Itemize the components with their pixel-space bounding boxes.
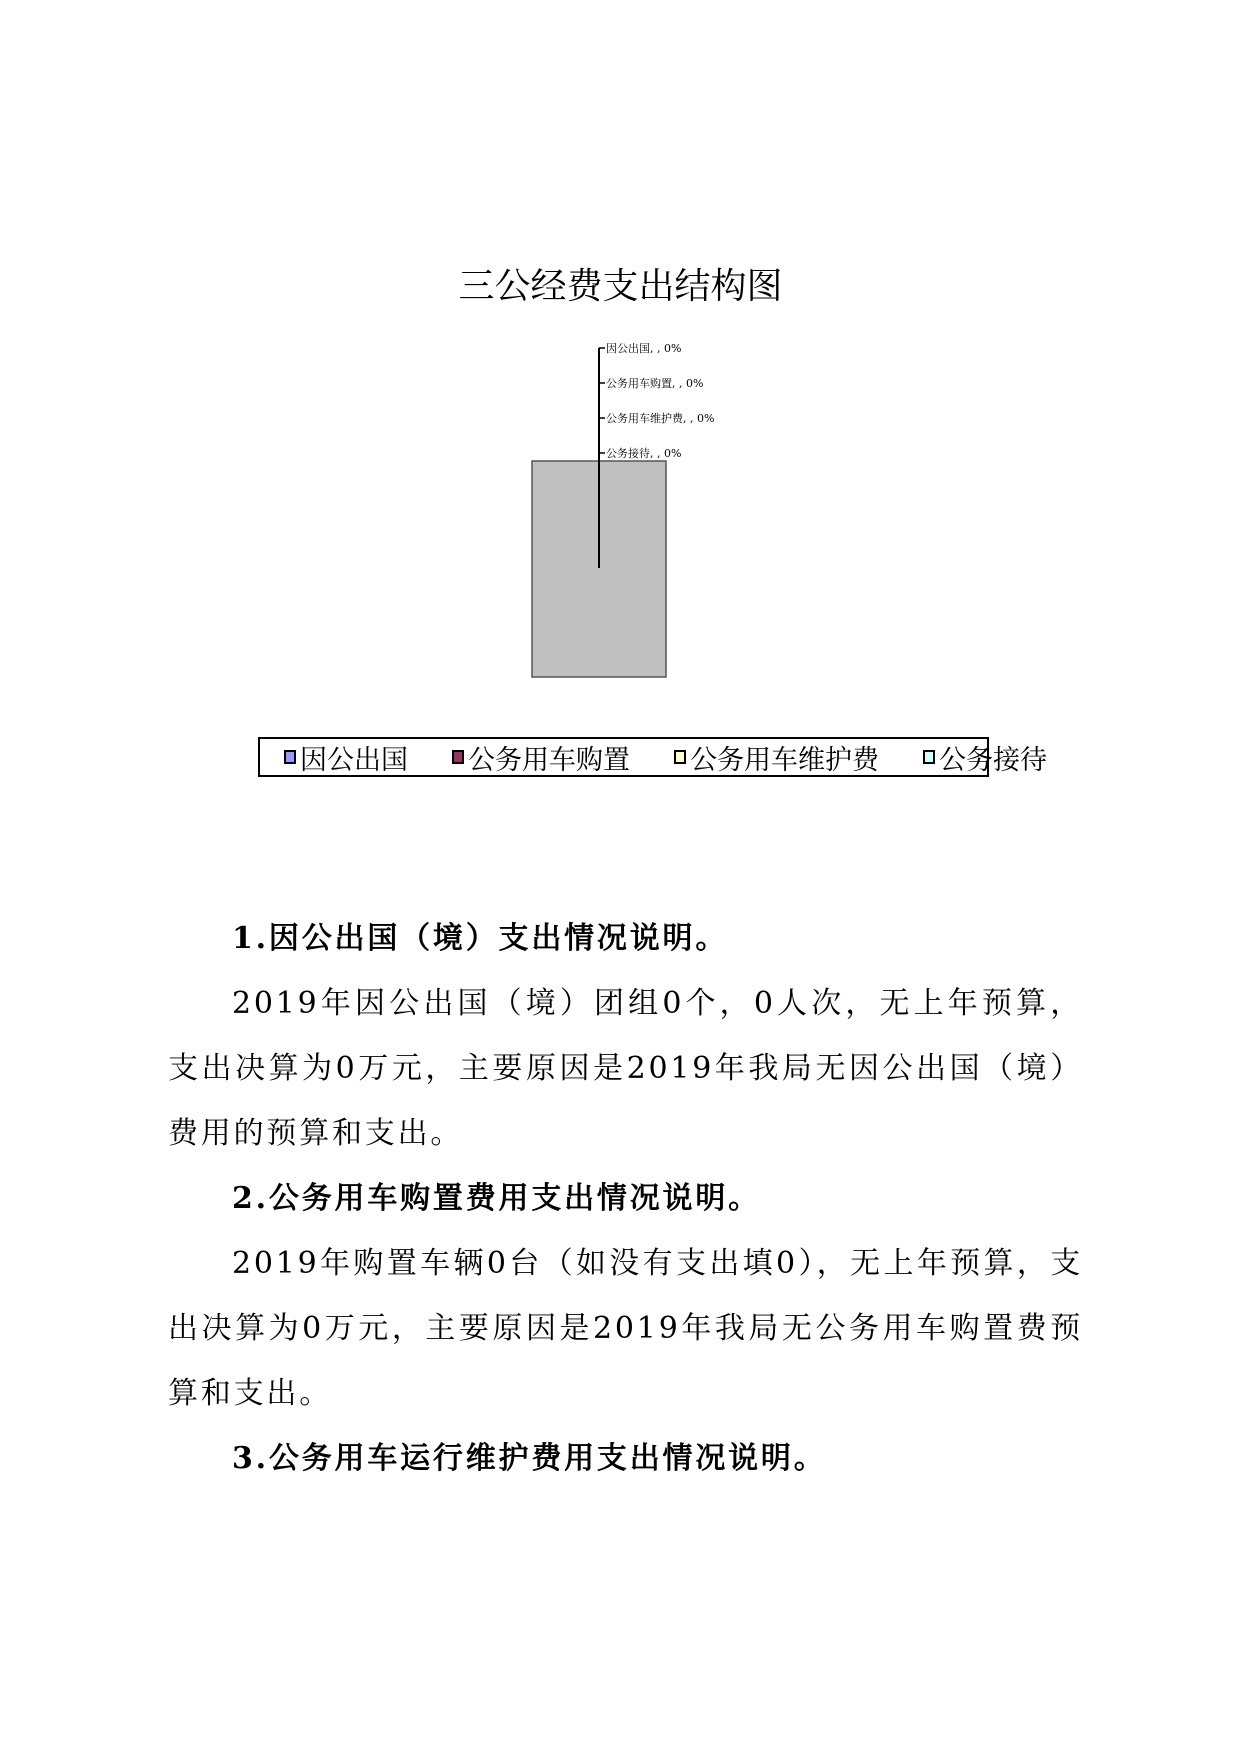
data-labels <box>599 341 714 460</box>
section-heading: 3.公务用车运行维护费用支出情况说明。 <box>232 1441 827 1476</box>
legend-label: 公务用车购置 <box>468 744 630 776</box>
data-label: 因公出国, , 0% <box>606 342 682 355</box>
legend-item <box>284 738 408 777</box>
document-body <box>168 906 1083 1491</box>
legend-label: 公务接待 <box>939 744 1047 776</box>
pie-chart <box>0 330 1241 690</box>
legend-swatch <box>284 750 296 764</box>
legend-swatch <box>674 750 686 764</box>
legend-item <box>674 738 879 777</box>
legend-label: 公务用车维护费 <box>690 744 879 776</box>
section-paragraph: 2019年购置车辆0台（如没有支出填0），无上年预算，支出决算为0万元，主要原因是2019年我局无公务用车购置费预算和支出。 <box>168 1246 1083 1411</box>
legend-label: 因公出国 <box>300 744 408 776</box>
legend-swatch <box>923 750 935 764</box>
section-heading: 1.因公出国（境）支出情况说明。 <box>232 921 729 956</box>
data-label: 公务用车购置, , 0% <box>606 377 704 390</box>
section-heading: 2.公务用车购置费用支出情况说明。 <box>232 1181 761 1216</box>
legend-item <box>923 738 1047 777</box>
data-label: 公务接待, , 0% <box>606 447 682 460</box>
chart-legend <box>258 737 1047 777</box>
legend-item <box>452 738 630 777</box>
chart-title: 三公经费支出结构图 <box>458 266 783 307</box>
section-paragraph: 2019年因公出国（境）团组0个，0人次，无上年预算，支出决算为0万元，主要原因是2019年我局无因公出国（境）费用的预算和支出。 <box>168 986 1083 1151</box>
data-label: 公务用车维护费, , 0% <box>606 412 715 425</box>
legend-swatch <box>452 750 464 764</box>
